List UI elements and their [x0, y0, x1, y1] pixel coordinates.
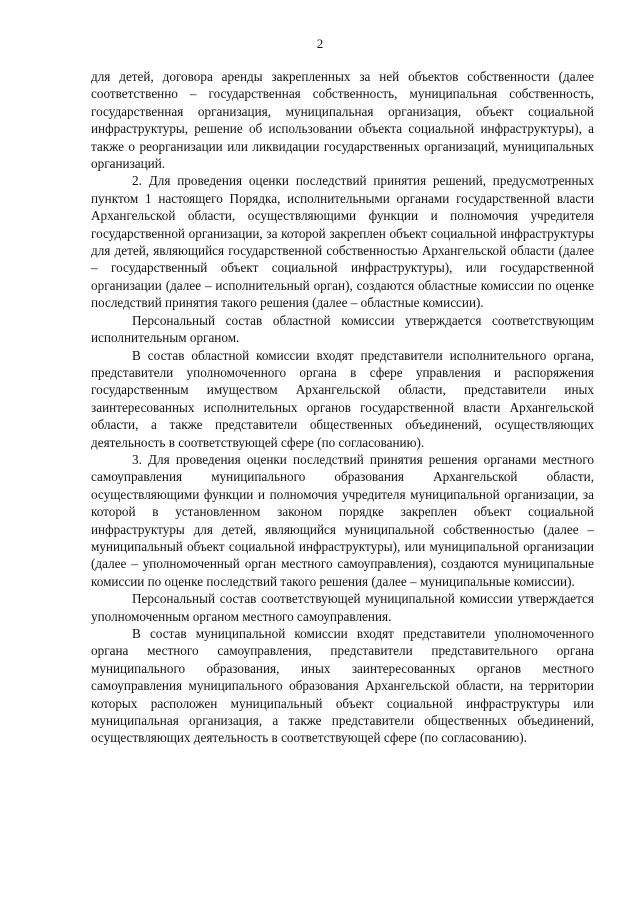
paragraph-item-2: 2. Для проведения оценки последствий принятия решений, предусмотренных пунктом 1 настоящего Порядка, исполнительными органами государственной власти Архангельской области, осуществляющими функции и полномочия учредителя государственной организации, за которой закреплен объект социальной инфраструктуры для детей, являющийся государственной собственностью Архангельской области (далее – государственный объект социальной инфраструктуры), или государственной организации (далее – исполнительный орган), создаются областные комиссии по оценке последствий принятия такого решения (далее – областные комиссии).	[91, 173, 594, 311]
paragraph-item-3: 3. Для проведения оценки последствий принятия решения органами местного самоуправления муниципального образования Архангельской области, осуществляющими функции и полномочия учредителя муниципальной организации, за которой в установленном законом порядке закреплен объект социальной инфраструктуры для детей, являющийся муниципальной собственностью (далее – муниципальный объект социальной инфраструктуры), или муниципальной организации (далее – уполномоченный орган местного самоуправления), создаются муниципальные комиссии по оценке последствий такого решения (далее – муниципальные комиссии).	[91, 451, 594, 589]
paragraph-continuation: для детей, договора аренды закрепленных за ней объектов собственности (далее соответственно – государственная собственность, муниципальная собственность, государственная организация, муниципальная организация, объект социальной инфраструктуры, решение об использовании объекта социальной инфраструктуры), а также о реорганизации или ликвидации государственных организаций, муниципальных организаций.	[91, 69, 594, 172]
paragraph-municipal-commission-composition: Персональный состав соответствующей муниципальной комиссии утверждается уполномоченным органом местного самоуправления.	[91, 591, 594, 624]
page-body	[91, 68, 594, 747]
page-number: 2	[316, 36, 324, 51]
paragraph-regional-commission-members: В состав областной комиссии входят представители исполнительного органа, представители уполномоченного органа в сфере управления и распоряжения государственным имуществом Архангельской области, представители иных заинтересованных исполнительных органов государственной власти Архангельской области, а также представители общественных объединений, осуществляющих деятельность в соответствующей сфере (по согласованию).	[91, 347, 594, 450]
paragraph-regional-commission-composition: Персональный состав областной комиссии утверждается соответствующим исполнительным органом.	[91, 312, 594, 346]
paragraph-municipal-commission-members: В состав муниципальной комиссии входят представители уполномоченного органа местного самоуправления, представители представительного органа муниципального образования, иных заинтересованных органов местного самоуправления муниципального образования Архангельской области, на территории которых расположен муниципальный объект социальной инфраструктуры или муниципальная организация, а также представители общественных объединений, осуществляющих деятельность в соответствующей сфере (по согласованию).	[91, 626, 594, 746]
